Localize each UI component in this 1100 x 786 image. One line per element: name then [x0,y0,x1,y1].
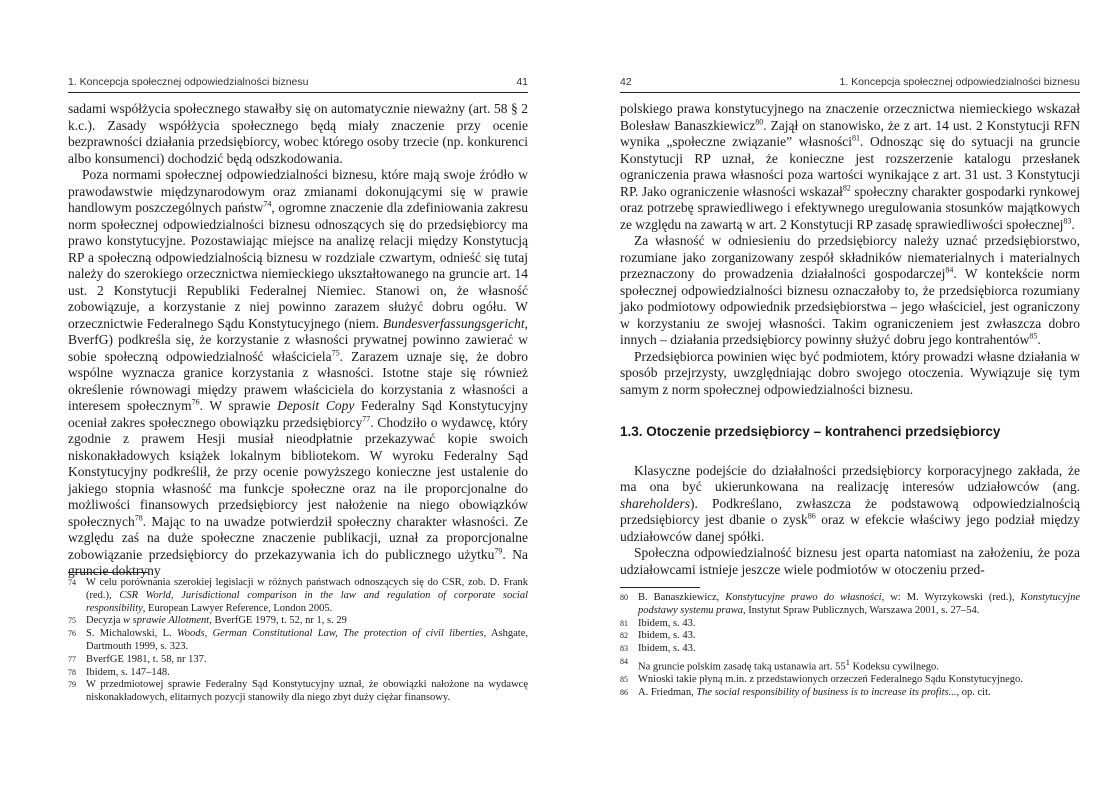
footnote-number: 81 [620,618,628,628]
text-run: Przedsiębiorca powinien więc być podmiotem, który prowadzi własne działania w sposób przejrzysty, uwzględniając dobro swojego otoczenia. Wywiązuje się tym samym z norm społecznej odpowiedzialności biznesu. [620,348,1080,397]
paragraph [620,463,1080,546]
footnote-number: 77 [68,654,76,664]
running-head [68,74,528,93]
footnote-ref: 76 [191,397,200,407]
footnote [68,628,528,654]
footnote-number: 86 [620,688,628,698]
text-run: . Odnosząc się do sytuacji na gruncie Konstytucji RP uznał, że konieczne jest rozszerzenie katalogu przesłanek ograniczenia prawa własności poza wartości wynikające z art. 31 ust. 3 Konstytucji RP. Jako ograniczenie własności wskazał [620,134,1080,199]
footnote [68,679,528,705]
running-title: 1. Koncepcja społecznej odpowiedzialności biznesu [68,76,309,88]
text-run: , Ashgate, Dartmouth 1999, s. 323. [86,628,528,652]
paragraphs-before [620,101,1080,398]
text-run: . Chodziło o wydawcę, który zgodnie z prawem Hesji musiał nieodpłatnie przekazywać kopie swoich niskonakładowych książek lokalnym bibliotekom. W wyroku Federalny Sąd Konstytucyjny podkreślił, że przy ocenie powyższego konieczne jest ustalenie do jakiego stopnia własność ma funkcje społeczne oraz na ile proporcjonalne do możliwości finansowych przedsiębiorcy jest nałożenie na niego obowiązków społecznych [68,414,528,529]
footnote-ref: 85 [1029,331,1038,341]
italic-run: Woods, German Constitutional Law, The protection of civil liberties [176,628,484,640]
text-run: Federalny Sąd Konstytucyjny oceniał zakres społecznego obowiązku przedsiębiorcy [68,398,528,430]
footnote [620,643,1080,656]
text-run: Klasyczne podejście do działalności przedsiębiorcy korporacyjnego zakłada, że ma ona być ukierunkowana na realizację interesów udziałowców (ang. [620,462,1080,494]
footnote-ref: 78 [134,513,143,522]
text-run: Poza normami społecznej odpowiedzialności biznesu, które mają swoje źródło w prawodawstwie międzynarodowym oraz zmianami dokonującymi się w prawie handlowym poszczególnych państw [68,167,528,215]
footnote [620,592,1080,618]
footnote-number: 79 [68,680,76,690]
text-run: W celu porównania szerokiej legislacji w różnych państwach odnoszących się do CSR, zob. D. Frank (red.), [86,577,528,601]
footnote-number: 76 [68,629,76,639]
text-run: , BverfGE 1979, t. 52, nr 1, s. 29 [209,615,347,627]
footnote [620,687,1080,700]
footnote-ref: 84 [945,265,954,275]
text-run: ). Podkreślano, zwłaszcza że podstawową odpowiedzialnością przedsiębiorcy jest dbanie o zysk [620,495,1080,527]
text-run: Ibidem, s. 147–148. [86,666,170,678]
paragraph [68,101,528,167]
paragraph [620,545,1080,578]
text-run: Społeczna odpowiedzialność biznesu jest oparta natomiast na założeniu, że poza udziałowcami istnieje jeszcze wiele podmiotów w otoczeniu przed- [620,545,1080,577]
footnote-ref: 77 [362,414,371,423]
text-run: , European Lawyer Reference, London 2005. [142,602,333,614]
text-run: , op. cit. [956,687,991,699]
section-heading: 1.3. Otoczenie przedsiębiorcy – kontrahenci przedsiębiorcy [620,424,1001,439]
page-number: 41 [516,76,528,88]
text-run: . [1071,216,1075,232]
footnote-ref: 82 [842,183,851,192]
footnote-number: 74 [68,578,76,587]
text-run: . [1037,332,1041,347]
text-run: S. Michalowski, L. [86,628,177,640]
italic-run: Deposit Copy [277,398,355,413]
footnote [68,577,528,615]
paragraph [68,167,528,580]
text-run: Wnioski takie płyną m.in. z przedstawionych orzeczeń Federalnego Sądu Konstytucyjnego. [638,674,1023,686]
paragraph [620,349,1080,399]
footnote [620,618,1080,631]
footnote-ref: 83 [1063,216,1072,225]
text-run: Ibidem, s. 43. [638,643,696,655]
footnote-ref: 79 [494,546,503,555]
text-run: . W sprawie [199,398,278,413]
left-page [68,0,528,786]
paragraph [620,101,1080,233]
footnote [620,630,1080,643]
text-run: . Mając to na uwadze potwierdził społeczny charakter własności. Ze względu zaś na duże społeczne znaczenie publikacji, uznał za proporcjonalne zobowiązanie przedsiębiorcy do przekazywania ich do publicznego użytku [68,513,528,562]
text-run: Decyzja [86,615,124,627]
footnote-rule [620,587,700,588]
body-text [68,101,528,580]
italic-run: Bundesverfassungsgericht [382,315,525,331]
right-page [620,0,1080,786]
footnote-ref: 86 [807,511,816,521]
text-run: polskiego prawa konstytucyjnego na znaczenie orzecznictwa niemieckiego wskazał Bolesław Banaszkiewicz [620,101,1080,133]
italic-run: Konstytucyjne podstawy systemu prawa [638,592,1080,616]
text-run: Za własność w odniesieniu do przedsiębiorcy należy uznać przedsiębiorstwo, rozumiane jako zorganizowany zespół składników niematerialnych i materialnych przeznaczony do prowadzenia działalności gospodarczej [620,233,1080,281]
footnote-number: 75 [68,616,76,626]
text-run: , Instytut Spraw Publicznych, Warszawa 2001, s. 27–54. [743,604,980,616]
text-run: społeczny charakter gospodarki rynkowej oraz potrzebę sprawiedliwego i efektywnego uregulowania stosunków majątkowych ze względu na zawartą w art. 2 Konstytucji RP zasadę sprawiedliwości społecznej [620,183,1080,232]
footnote-ref: 80 [755,117,764,126]
footnotes [68,577,528,705]
body-text [620,101,1080,578]
text-run: Ibidem, s. 43. [638,617,696,629]
text-run: sadami współżycia społecznego stawałby się on automatycznie nieważny (art. 58 § 2 k.c.). Zasady współżycia społecznego będą miały znaczenie przy ocenie bezprawności działania przedsiębiorcy, wobec którego osoby trzecie (np. konkurenci albo konsumenci) dochodzić będą odszkodowania. [68,101,528,166]
text-run: oraz w efekcie właściwy jego podział między udziałowców danej spółki. [620,512,1080,544]
text-run: . Zajął on stanowisko, że z art. 14 ust. 2 Konstytucji RFN wynika „społeczne związanie” własności [620,117,1081,149]
text-run: Na gruncie polskim zasadę taką ustanawia art. 55 [638,661,846,673]
italic-run: w sprawie Allotment [123,615,210,627]
text-run: BverfGE 1981, t. 58, nr 137. [86,653,207,665]
footnote [68,654,528,667]
footnote-number: 82 [620,631,628,641]
footnote-ref: 74 [263,199,272,209]
text-run: . Na gruncie doktryny [68,546,528,578]
running-head [620,74,1080,93]
footnote-number: 78 [68,667,76,677]
italic-run: CSR World, Jurisdictional comparison in the law and regulation of corporate social responsibility [86,589,528,614]
text-run: B. Banaszkiewicz, [638,592,726,603]
footnotes [620,592,1080,700]
footnote-number: 85 [620,675,628,685]
italic-run: The social responsibility of business is to increase its profits... [696,687,957,699]
footnote [620,656,1080,674]
italic-run: Konstytucyjne prawo do własności [725,592,882,603]
paragraphs-after [620,463,1080,579]
footnote-rule [68,572,148,573]
footnote-ref: 75 [331,348,340,357]
footnote-ref: 81 [852,133,860,143]
text-run: , BverfG) podkreśla się, że korzystanie z własności prywatnej powinno zawierać w sobie społeczną odpowiedzialność właściciela [68,315,528,364]
footnote-number: 83 [620,644,628,654]
running-title: 1. Koncepcja społecznej odpowiedzialności biznesu [839,76,1080,88]
text-run: , ogromne znaczenie dla zdefiniowania zakresu norm społecznej odpowiedzialności biznesu odnoszących się do przedsiębiorcy ma prawo konstytucyjne. Pozostawiając miejsce na analizę relacji między Konstytucją RP a społeczną odpowiedzialnością biznesu w rozdziale czwartym, odnieść się tutaj należy do szerokiego orzecznictwa niemieckiego ukształtowanego na gruncie art. 14 ust. 2 Konstytucji Republiki Federalnej Niemiec. Stanowi on, że własność zobowiązuje, a korzystanie z niej powinno zarazem służyć dobru ogółu. W orzecznictwie Federalnego Sądu Konstytucyjnego (niem. [68,200,528,331]
text-run: W przedmiotowej sprawie Federalny Sąd Konstytucyjny uznał, że obowiązki nałożone na wydawcę niskonakładowych, elitarnych pozycji stanowiły dla niego zbyt duży ciężar finansowy. [86,679,528,704]
text-run: , w: M. Wyrzykowski (red.), [881,592,1021,603]
footnote-number: 80 [620,593,628,602]
footnote [68,615,528,628]
text-run: . W kontekście norm społecznej odpowiedzialności biznesu oznaczałoby to, że przedsiębiorca rozumiany jako podmiotowy odpowiednik przedsiębiorstwa – jego właściciel, jest ograniczony w korzystaniu ze swojej własności. Takim ograniczeniem jest zwłaszcza dobro innych – działania przedsiębiorcy powinny służyć dobru jego kontrahentów [620,266,1080,347]
footnote-ref: 1 [845,656,850,667]
paragraph [620,233,1080,349]
text-run: A. Friedman, [638,687,697,699]
footnote [620,674,1080,687]
text-run: . Zarazem uznaje się, że dobro wspólne wyznacza granice korzystania z własności. Istotne staje się również określenie równowagi między prawem właściciela do korzystania z własności a interesem społecznym [68,348,528,413]
page-number: 42 [620,76,632,88]
footnote-number: 84 [620,656,628,666]
footnote [68,667,528,680]
italic-run: shareholders [620,495,690,511]
text-run: Kodeksu cywilnego. [849,661,939,673]
text-run: Ibidem, s. 43. [638,630,696,642]
